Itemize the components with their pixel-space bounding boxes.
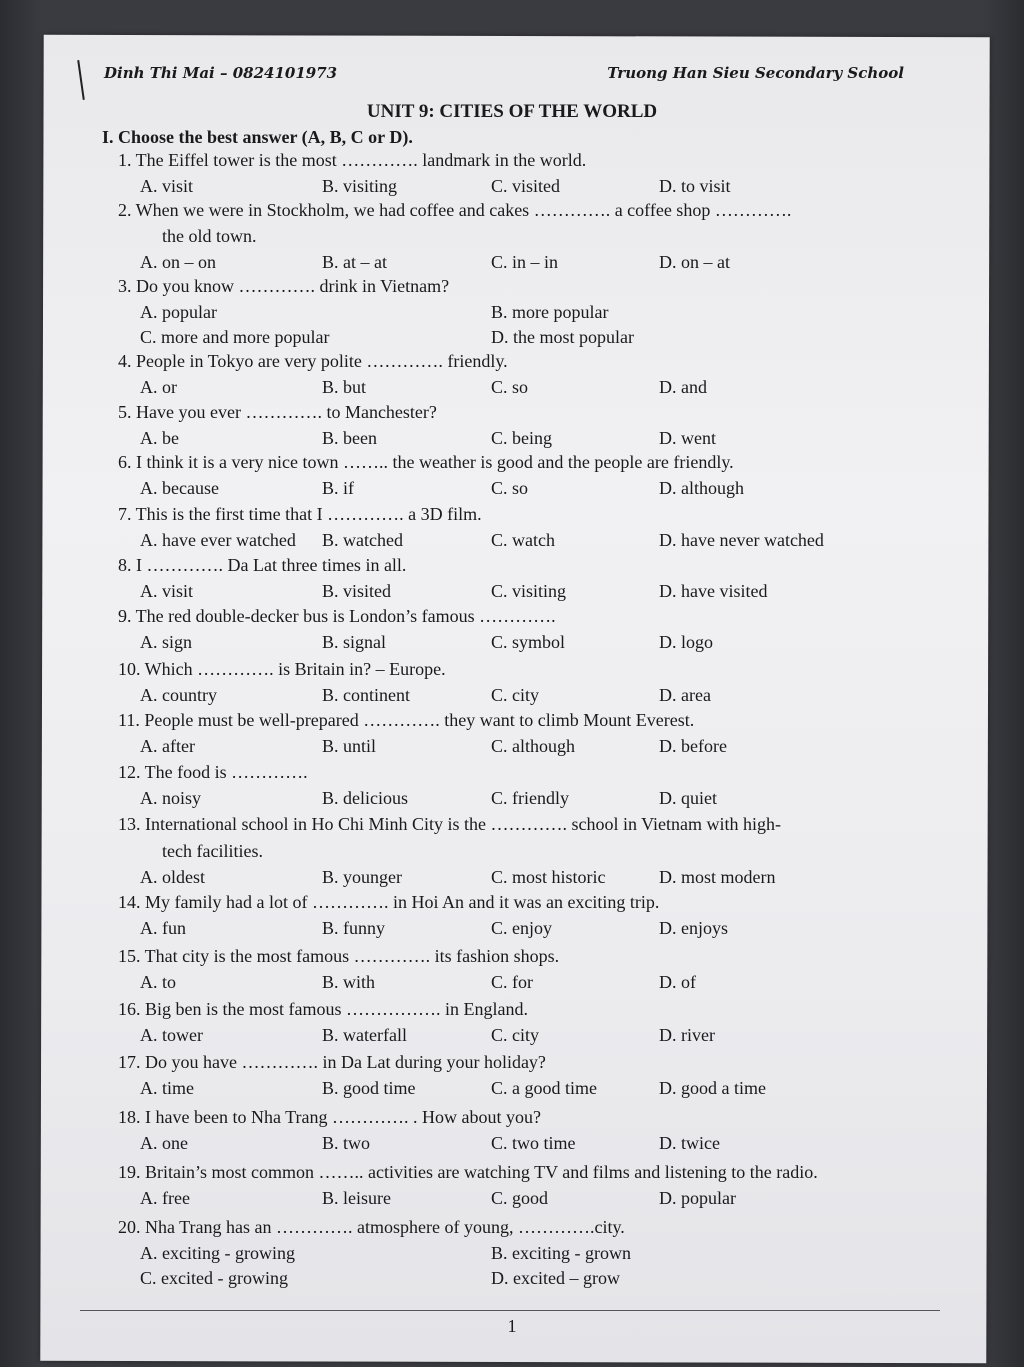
question-text: 5. Have you ever …………. to Manchester?	[118, 402, 437, 422]
answer-option: A. country	[140, 685, 217, 705]
page-title: UNIT 9: CITIES OF THE WORLD	[366, 101, 658, 122]
answer-option: C. most historic	[491, 867, 606, 887]
answer-option: A. visit	[140, 176, 194, 196]
question-text: 20. Nha Trang has an …………. atmosphere of young, ………….city.	[118, 1217, 625, 1237]
answer-option: C. excited - growing	[140, 1268, 288, 1288]
question-text: 3. Do you know …………. drink in Vietnam?	[118, 276, 450, 296]
answer-option: C. symbol	[491, 632, 566, 652]
answer-option: C. watch	[491, 530, 555, 550]
answer-option: B. until	[322, 736, 377, 756]
answer-option: B. continent	[322, 685, 410, 705]
answer-option: B. leisure	[322, 1188, 391, 1208]
answer-option: A. fun	[140, 918, 186, 938]
answer-option: A. visit	[140, 581, 194, 601]
question-text: 12. The food is ………….	[118, 762, 308, 782]
question-continuation-text: tech facilities.	[162, 841, 263, 861]
answer-option: B. visited	[322, 581, 392, 601]
question-text: 13. International school in Ho Chi Minh City is the …………. school in Vietnam with high-	[118, 814, 782, 834]
answer-option: C. good	[491, 1188, 549, 1208]
answer-option: B. visiting	[322, 176, 398, 196]
answer-option: A. on – on	[140, 252, 216, 272]
answer-option: D. went	[659, 428, 716, 448]
answer-option: C. visited	[491, 176, 561, 196]
answer-option: D. good a time	[659, 1078, 766, 1098]
question-text: 9. The red double-decker bus is London’s famous ………….	[118, 606, 556, 626]
answer-option: C. so	[491, 478, 529, 498]
answer-option: C. so	[491, 377, 529, 397]
answer-option: A. after	[140, 736, 195, 756]
school-name: Truong Han Sieu Secondary School	[607, 64, 904, 82]
question-text: 4. People in Tokyo are very polite …………. friendly.	[118, 351, 508, 371]
answer-option: C. city	[491, 685, 539, 705]
answer-option: B. waterfall	[322, 1025, 407, 1045]
answer-option: C. for	[491, 972, 533, 992]
answer-option: D. popular	[659, 1188, 736, 1208]
answer-option: B. funny	[322, 918, 385, 938]
author-line: Dinh Thi Mai – 0824101973	[104, 64, 338, 82]
answer-option: A. free	[140, 1188, 190, 1208]
question-text: 17. Do you have …………. in Da Lat during your holiday?	[118, 1052, 546, 1072]
answer-option: B. younger	[322, 867, 402, 887]
answer-option: B. more popular	[491, 302, 609, 322]
answer-option: A. tower	[140, 1025, 203, 1045]
answer-option: A. because	[140, 478, 219, 498]
answer-option: C. although	[491, 736, 575, 756]
answer-option: A. have ever watched	[140, 530, 296, 550]
question-text: 14. My family had a lot of …………. in Hoi An and it was an exciting trip.	[118, 892, 660, 912]
answer-option: D. logo	[659, 632, 713, 652]
answer-option: D. most modern	[659, 867, 776, 887]
answer-option: D. quiet	[659, 788, 717, 808]
answer-option: D. on – at	[659, 252, 730, 272]
answer-option: C. a good time	[491, 1078, 597, 1098]
answer-option: A. be	[140, 428, 179, 448]
answer-option: B. delicious	[322, 788, 408, 808]
answer-option: D. and	[659, 377, 707, 397]
answer-option: D. before	[659, 736, 727, 756]
answer-option: B. signal	[322, 632, 387, 652]
question-text: 18. I have been to Nha Trang …………. . How about you?	[118, 1107, 541, 1127]
answer-option: B. watched	[322, 530, 403, 550]
question-text: 16. Big ben is the most famous ……………. in England.	[118, 999, 528, 1019]
answer-option: D. of	[659, 972, 696, 992]
answer-option: B. been	[322, 428, 377, 448]
question-text: 15. That city is the most famous …………. its fashion shops.	[118, 946, 560, 966]
answer-option: D. have never watched	[659, 530, 824, 550]
answer-option: D. the most popular	[491, 327, 634, 347]
page-number: 1	[507, 1316, 517, 1336]
answer-option: B. with	[322, 972, 376, 992]
answer-option: D. to visit	[659, 176, 731, 196]
question-text: 10. Which …………. is Britain in? – Europe.	[118, 659, 446, 679]
answer-option: C. more and more popular	[140, 327, 330, 347]
answer-option: A. noisy	[140, 788, 202, 808]
answer-option: D. river	[659, 1025, 715, 1045]
question-text: 2. When we were in Stockholm, we had coffee and cakes …………. a coffee shop ………….	[118, 200, 792, 220]
answer-option: C. in – in	[491, 252, 559, 272]
answer-option: A. or	[140, 377, 177, 397]
answer-option: B. but	[322, 377, 367, 397]
footer-divider	[80, 1310, 940, 1311]
question-text: 8. I …………. Da Lat three times in all.	[118, 555, 407, 575]
answer-option: A. oldest	[140, 867, 205, 887]
answer-option: D. enjoys	[659, 918, 728, 938]
answer-option: D. twice	[659, 1133, 720, 1153]
question-text: 1. The Eiffel tower is the most …………. landmark in the world.	[118, 150, 587, 170]
answer-option: A. to	[140, 972, 176, 992]
answer-option: A. sign	[140, 632, 193, 652]
answer-option: C. visiting	[491, 581, 567, 601]
answer-option: A. exciting - growing	[140, 1243, 295, 1263]
answer-option: B. two	[322, 1133, 371, 1153]
question-text: 7. This is the first time that I …………. a 3D film.	[118, 504, 482, 524]
answer-option: C. friendly	[491, 788, 569, 808]
answer-option: D. area	[659, 685, 711, 705]
answer-option: C. two time	[491, 1133, 576, 1153]
question-text: 6. I think it is a very nice town …….. the weather is good and the people are friendly.	[118, 452, 734, 472]
answer-option: A. popular	[140, 302, 217, 322]
answer-option: B. at – at	[322, 252, 387, 272]
answer-option: C. city	[491, 1025, 539, 1045]
answer-option: B. good time	[322, 1078, 416, 1098]
answer-option: D. excited – grow	[491, 1268, 620, 1288]
answer-option: B. exciting - grown	[491, 1243, 631, 1263]
question-text: 19. Britain’s most common …….. activities are watching TV and films and listening to the radio.	[118, 1162, 818, 1182]
question-continuation-text: the old town.	[162, 226, 257, 246]
answer-option: B. if	[322, 478, 355, 498]
answer-option: D. have visited	[659, 581, 768, 601]
section-heading: I. Choose the best answer (A, B, C or D).	[102, 127, 413, 147]
answer-option: A. time	[140, 1078, 194, 1098]
answer-option: C. enjoy	[491, 918, 552, 938]
answer-option: A. one	[140, 1133, 188, 1153]
question-text: 11. People must be well-prepared …………. they want to climb Mount Everest.	[118, 710, 695, 730]
page-header	[104, 64, 904, 82]
answer-option: D. although	[659, 478, 744, 498]
answer-option: C. being	[491, 428, 552, 448]
